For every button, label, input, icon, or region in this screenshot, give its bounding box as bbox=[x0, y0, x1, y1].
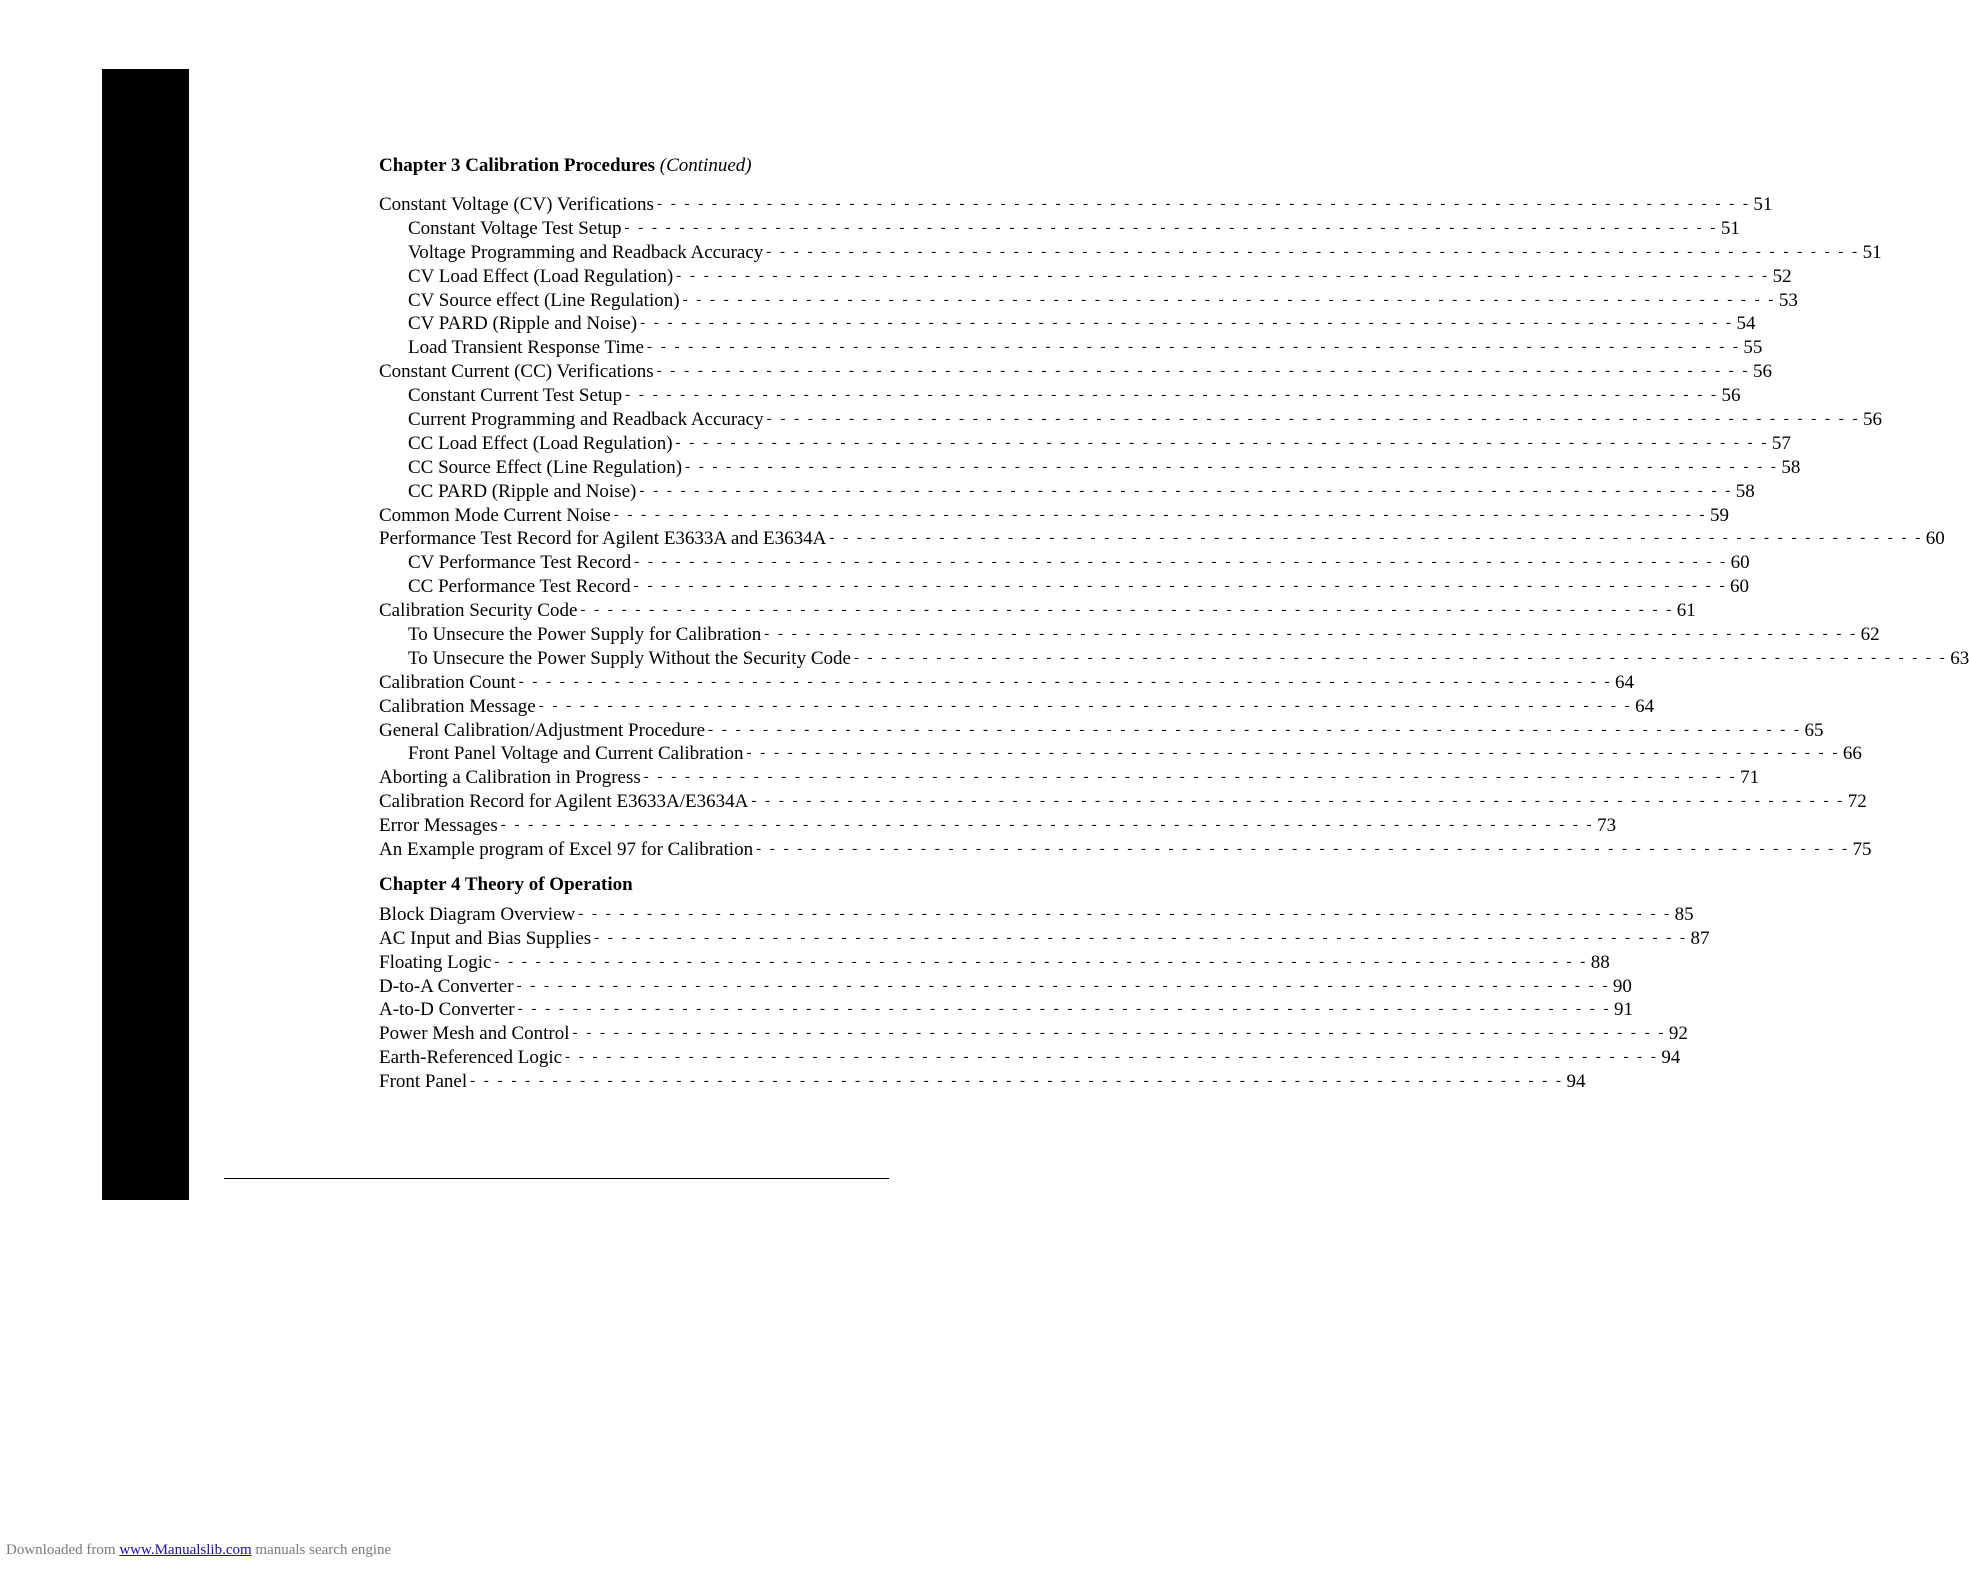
toc-entry-title: CV Source effect (Line Regulation) bbox=[408, 289, 680, 311]
toc-entry[interactable] bbox=[379, 927, 1710, 951]
toc-entry-page: 51 bbox=[1862, 241, 1882, 263]
toc-entry-page: 58 bbox=[1735, 480, 1755, 502]
toc-entry[interactable] bbox=[379, 241, 1882, 265]
dot-leader: - - - - - - - - - - - - - - - - - - - - - - - - - - - - - - - - - - - - - - - - - - - - - - - - - - - - - - - - - - - - - - - - - - - - - - - - - - - - - - - - bbox=[516, 977, 1610, 994]
dot-leader: - - - - - - - - - - - - - - - - - - - - - - - - - - - - - - - - - - - - - - - - - - - - - - - - - - - - - - - - - - - - - - - - - - - - - - - - - - - - - - - - bbox=[594, 929, 1688, 946]
toc-entry-title: To Unsecure the Power Supply for Calibration bbox=[408, 624, 762, 646]
dot-leader: - - - - - - - - - - - - - - - - - - - - - - - - - - - - - - - - - - - - - - - - - - - - - - - - - - - - - - - - - - - - - - - - - - - - - - - - - - - - - - - - bbox=[578, 905, 1672, 922]
chapter-3-entries bbox=[379, 193, 1969, 862]
toc-entry-title: Voltage Programming and Readback Accuracy bbox=[408, 241, 764, 263]
toc-entry-title: CV PARD (Ripple and Noise) bbox=[408, 313, 638, 335]
toc-entry[interactable] bbox=[379, 575, 1749, 599]
toc-entry-title: Calibration Record for Agilent E3633A/E3634A bbox=[379, 791, 749, 813]
toc-entry-title: Front Panel Voltage and Current Calibration bbox=[408, 743, 744, 765]
dot-leader: - - - - - - - - - - - - - - - - - - - - - - - - - - - - - - - - - - - - - - - - - - - - - - - - - - - - - - - - - - - - - - - - - - - - - - - - - - - - - - - - bbox=[625, 387, 1719, 404]
toc-entry-page: 60 bbox=[1925, 528, 1945, 550]
toc-entry-title: Floating Logic bbox=[379, 951, 492, 973]
toc-entry-page: 72 bbox=[1847, 791, 1867, 813]
toc-entry[interactable] bbox=[379, 504, 1730, 528]
toc-entry[interactable] bbox=[379, 193, 1773, 217]
toc-entry-page: 60 bbox=[1730, 552, 1750, 574]
dot-leader: - - - - - - - - - - - - - - - - - - - - - - - - - - - - - - - - - - - - - - - - - - - - - - - - - - - - - - - - - - - - - - - - - - - - - - - - - - - - - - - - bbox=[640, 315, 1734, 332]
toc-entry-page: 64 bbox=[1615, 671, 1635, 693]
toc-entry[interactable] bbox=[379, 903, 1694, 927]
dot-leader: - - - - - - - - - - - - - - - - - - - - - - - - - - - - - - - - - - - - - - - - - - - - - - - - - - - - - - - - - - - - - - - - - - - - - - - - - - - - - - - - bbox=[829, 530, 1923, 547]
toc-entry[interactable] bbox=[379, 312, 1756, 336]
toc-entry-page: 71 bbox=[1740, 767, 1760, 789]
toc-entry-title: Aborting a Calibration in Progress bbox=[379, 767, 641, 789]
toc-entry-page: 73 bbox=[1597, 815, 1617, 837]
dot-leader: - - - - - - - - - - - - - - - - - - - - - - - - - - - - - - - - - - - - - - - - - - - - - - - - - - - - - - - - - - - - - - - - - - - - - - - - - - - - - - - - bbox=[639, 482, 1733, 499]
toc-entry-page: 85 bbox=[1674, 903, 1694, 925]
toc-entry[interactable] bbox=[379, 719, 1824, 743]
toc-entry-title: AC Input and Bias Supplies bbox=[379, 927, 592, 949]
toc-entry[interactable] bbox=[379, 623, 1880, 647]
dot-leader: - - - - - - - - - - - - - - - - - - - - - - - - - - - - - - - - - - - - - - - - - - - - - - - - - - - - - - - - - - - - - - - - - - - - - - - - - - - - - - - - bbox=[494, 953, 1588, 970]
toc-entry-title: Load Transient Response Time bbox=[408, 337, 644, 359]
toc-entry-title: Block Diagram Overview bbox=[379, 903, 576, 925]
toc-entry-page: 87 bbox=[1690, 927, 1710, 949]
toc-entry[interactable] bbox=[379, 384, 1741, 408]
toc-entry-page: 56 bbox=[1752, 361, 1772, 383]
toc-entry-title: CC PARD (Ripple and Noise) bbox=[408, 480, 637, 502]
toc-entry[interactable] bbox=[379, 551, 1750, 575]
dot-leader: - - - - - - - - - - - - - - - - - - - - - - - - - - - - - - - - - - - - - - - - - - - - - - - - - - - - - - - - - - - - - - - - - - - - - - - - - - - - - - - - bbox=[751, 793, 1845, 810]
toc-entry-title: Current Programming and Readback Accuracy bbox=[408, 409, 764, 430]
footer-rule bbox=[224, 1178, 889, 1179]
toc-entry-page: 56 bbox=[1862, 409, 1882, 430]
toc-entry-title: Constant Voltage (CV) Verifications bbox=[379, 193, 654, 215]
toc-entry-title: To Unsecure the Power Supply Without the Security Code bbox=[408, 647, 851, 669]
toc-entry-page: 63 bbox=[1950, 647, 1969, 669]
toc-entry-title: CC Performance Test Record bbox=[408, 576, 631, 598]
footer-prefix: Downloaded from bbox=[6, 1542, 116, 1558]
manualslib-link[interactable]: www.Manualslib.com bbox=[119, 1542, 252, 1558]
toc-entry-title: Constant Current Test Setup bbox=[408, 385, 623, 407]
toc-entry[interactable] bbox=[379, 456, 1801, 480]
toc-entry-page: 62 bbox=[1860, 624, 1880, 646]
dot-leader: - - - - - - - - - - - - - - - - - - - - - - - - - - - - - - - - - - - - - - - - - - - - - - - - - - - - - - - - - - - - - - - - - - - - - - - - - - - - - - - - bbox=[682, 291, 1776, 308]
toc-entry-page: 94 bbox=[1661, 1047, 1681, 1069]
dot-leader: - - - - - - - - - - - - - - - - - - - - - - - - - - - - - - - - - - - - - - - - - - - - - - - - - - - - - - - - - - - - - - - - - - - - - - - - - - - - - - - - bbox=[708, 721, 1802, 738]
dot-leader: - - - - - - - - - - - - - - - - - - - - - - - - - - - - - - - - - - - - - - - - - - - - - - - - - - - - - - - - - - - - - - - - - - - - - - - - - - - - - - - - bbox=[565, 1049, 1659, 1066]
toc-entry[interactable] bbox=[379, 527, 1945, 551]
footer-suffix: manuals search engine bbox=[255, 1542, 392, 1558]
toc-entry[interactable] bbox=[379, 647, 1969, 671]
dot-leader: - - - - - - - - - - - - - - - - - - - - - - - - - - - - - - - - - - - - - - - - - - - - - - - - - - - - - - - - - - - - - - - - - - - - - - - - - - - - - - - - bbox=[756, 841, 1850, 858]
toc-entry[interactable] bbox=[379, 790, 1867, 814]
toc-entry-page: 54 bbox=[1736, 313, 1756, 335]
dot-leader: - - - - - - - - - - - - - - - - - - - - - - - - - - - - - - - - - - - - - - - - - - - - - - - - - - - - - - - - - - - - - - - - - - - - - - - - - - - - - - - - bbox=[613, 506, 1708, 523]
toc-entry-page: 59 bbox=[1710, 504, 1730, 526]
toc-entry-title: Common Mode Current Noise bbox=[379, 504, 611, 526]
toc-entry-page: 58 bbox=[1781, 456, 1801, 478]
toc-entry[interactable] bbox=[379, 999, 1633, 1023]
toc-entry-title: Power Mesh and Control bbox=[379, 1023, 570, 1045]
toc-entry[interactable] bbox=[379, 289, 1798, 313]
toc-entry-title: CC Load Effect (Load Regulation) bbox=[408, 432, 673, 454]
table-of-contents bbox=[379, 152, 1969, 1094]
toc-entry[interactable] bbox=[379, 814, 1617, 838]
dot-leader: - - - - - - - - - - - - - - - - - - - - - - - - - - - - - - - - - - - - - - - - - - - - - - - - - - - - - - - - - - - - - - - - - - - - - - - - - - - - - - - - bbox=[676, 267, 1770, 284]
toc-entry-title: Calibration Security Code bbox=[379, 600, 578, 622]
toc-entry[interactable] bbox=[379, 1046, 1681, 1070]
dot-leader: - - - - - - - - - - - - - - - - - - - - - - - - - - - - - - - - - - - - - - - - - - - - - - - - - - - - - - - - - - - - - - - - - - - - - - - - - - - - - - - - bbox=[643, 769, 1738, 786]
toc-entry-page: 90 bbox=[1612, 975, 1632, 997]
dot-leader: - - - - - - - - - - - - - - - - - - - - - - - - - - - - - - - - - - - - - - - - - - - - - - - - - - - - - - - - - - - - - - - - - - - - - - - - - - - - - - - - bbox=[500, 817, 1595, 834]
toc-entry[interactable] bbox=[379, 408, 1882, 432]
dot-leader: - - - - - - - - - - - - - - - - - - - - - - - - - - - - - - - - - - - - - - - - - - - - - - - - - - - - - - - - - - - - - - - - - - - - - - - - - - - - - - - - bbox=[470, 1073, 1564, 1090]
toc-entry-page: 64 bbox=[1635, 695, 1655, 717]
dot-leader: - - - - - - - - - - - - - - - - - - - - - - - - - - - - - - - - - - - - - - - - - - - - - - - - - - - - - - - - - - - - - - - - - - - - - - - - - - - - - - - - bbox=[572, 1025, 1666, 1042]
toc-entry-page: 51 bbox=[1753, 193, 1773, 215]
dot-leader: - - - - - - - - - - - - - - - - - - - - - - - - - - - - - - - - - - - - - - - - - - - - - - - - - - - - - - - - - - - - - - - - - - - - - - - - - - - - - - - - bbox=[646, 339, 1741, 356]
toc-entry[interactable] bbox=[379, 975, 1632, 999]
toc-entry[interactable] bbox=[379, 432, 1791, 456]
toc-entry[interactable] bbox=[379, 766, 1760, 790]
dot-leader: - - - - - - - - - - - - - - - - - - - - - - - - - - - - - - - - - - - - - - - - - - - - - - - - - - - - - - - - - - - - - - - - - - - - - - - - - - - - - - - - bbox=[633, 578, 1727, 595]
toc-entry-page: 92 bbox=[1668, 1023, 1688, 1045]
toc-entry[interactable] bbox=[379, 336, 1763, 360]
toc-entry[interactable] bbox=[379, 1022, 1688, 1046]
toc-entry-page: 66 bbox=[1842, 743, 1862, 765]
toc-entry-page: 57 bbox=[1771, 432, 1791, 454]
toc-entry[interactable] bbox=[379, 695, 1655, 719]
chapter-3-heading bbox=[379, 152, 950, 180]
toc-entry-page: 53 bbox=[1778, 289, 1798, 311]
toc-entry-title: CC Source Effect (Line Regulation) bbox=[408, 456, 683, 478]
dot-leader: - - - - - - - - - - - - - - - - - - - - - - - - - - - - - - - - - - - - - - - - - - - - - - - - - - - - - - - - - - - - - - - - - - - - - - - - - - - - - - - - bbox=[675, 434, 1769, 451]
toc-entry-page: 88 bbox=[1590, 951, 1610, 973]
toc-entry-title: Constant Voltage Test Setup bbox=[408, 217, 622, 239]
toc-entry-page: 75 bbox=[1852, 839, 1872, 861]
toc-entry-title: A-to-D Converter bbox=[379, 999, 515, 1021]
toc-entry[interactable] bbox=[379, 1070, 1586, 1094]
toc-entry[interactable] bbox=[379, 217, 1740, 241]
toc-entry-title: Earth-Referenced Logic bbox=[379, 1047, 563, 1069]
chapter-4-heading: Chapter 4 Theory of Operation bbox=[379, 873, 633, 895]
toc-entry[interactable] bbox=[379, 951, 1610, 975]
toc-entry-title: An Example program of Excel 97 for Calibration bbox=[379, 839, 754, 861]
toc-entry-title: D-to-A Converter bbox=[379, 975, 514, 997]
toc-entry-title: CV Performance Test Record bbox=[408, 552, 632, 574]
chapter-side-tab bbox=[102, 69, 189, 1200]
dot-leader: - - - - - - - - - - - - - - - - - - - - - - - - - - - - - - - - - - - - - - - - - - - - - - - - - - - - - - - - - - - - - - - - - - - - - - - - - - - - - - - - bbox=[517, 1001, 1611, 1018]
chapter-4-entries bbox=[379, 903, 1710, 1094]
toc-entry-page: 91 bbox=[1613, 999, 1633, 1021]
toc-entry[interactable] bbox=[379, 265, 1792, 289]
dot-leader: - - - - - - - - - - - - - - - - - - - - - - - - - - - - - - - - - - - - - - - - - - - - - - - - - - - - - - - - - - - - - - - - - - - - - - - - - - - - - - - - bbox=[853, 649, 1948, 666]
chapter-3-title: Chapter 3 Calibration Procedures bbox=[379, 155, 656, 176]
dot-leader: - - - - - - - - - - - - - - - - - - - - - - - - - - - - - - - - - - - - - - - - - - - - - - - - - - - - - - - - - - - - - - - - - - - - - - - - - - - - - - - - bbox=[766, 243, 1860, 260]
toc-entry-title: CV Load Effect (Load Regulation) bbox=[408, 265, 674, 287]
download-footer bbox=[6, 1542, 391, 1559]
dot-leader: - - - - - - - - - - - - - - - - - - - - - - - - - - - - - - - - - - - - - - - - - - - - - - - - - - - - - - - - - - - - - - - - - - - - - - - - - - - - - - - - bbox=[518, 673, 1613, 690]
toc-entry[interactable] bbox=[379, 360, 1772, 384]
toc-entry-title: Front Panel bbox=[379, 1071, 468, 1093]
dot-leader: - - - - - - - - - - - - - - - - - - - - - - - - - - - - - - - - - - - - - - - - - - - - - - - - - - - - - - - - - - - - - - - - - - - - - - - - - - - - - - - - bbox=[766, 411, 1860, 427]
dot-leader: - - - - - - - - - - - - - - - - - - - - - - - - - - - - - - - - - - - - - - - - - - - - - - - - - - - - - - - - - - - - - - - - - - - - - - - - - - - - - - - - bbox=[634, 554, 1728, 571]
toc-entry-page: 56 bbox=[1721, 385, 1741, 407]
dot-leader: - - - - - - - - - - - - - - - - - - - - - - - - - - - - - - - - - - - - - - - - - - - - - - - - - - - - - - - - - - - - - - - - - - - - - - - - - - - - - - - - bbox=[656, 363, 1750, 380]
dot-leader: - - - - - - - - - - - - - - - - - - - - - - - - - - - - - - - - - - - - - - - - - - - - - - - - - - - - - - - - - - - - - - - - - - - - - - - - - - - - - - - - bbox=[685, 458, 1779, 475]
continued-label: (Continued) bbox=[659, 155, 752, 176]
toc-entry-title: Performance Test Record for Agilent E3633A and E3634A bbox=[379, 528, 827, 550]
toc-entry[interactable] bbox=[379, 838, 1872, 862]
toc-entry-page: 94 bbox=[1566, 1071, 1586, 1093]
toc-entry-page: 60 bbox=[1729, 576, 1749, 598]
toc-entry-page: 55 bbox=[1743, 337, 1763, 359]
toc-entry[interactable] bbox=[379, 599, 1696, 623]
toc-entry[interactable] bbox=[379, 480, 1755, 504]
toc-entry-page: 61 bbox=[1676, 600, 1696, 622]
toc-entry-title: Calibration Count bbox=[379, 671, 516, 693]
toc-entry-page: 52 bbox=[1772, 265, 1792, 287]
toc-entry-title: Calibration Message bbox=[379, 695, 536, 717]
toc-entry-page: 51 bbox=[1720, 217, 1740, 239]
dot-leader: - - - - - - - - - - - - - - - - - - - - - - - - - - - - - - - - - - - - - - - - - - - - - - - - - - - - - - - - - - - - - - - - - - - - - - - - - - - - - - - - bbox=[624, 219, 1718, 236]
dot-leader: - - - - - - - - - - - - - - - - - - - - - - - - - - - - - - - - - - - - - - - - - - - - - - - - - - - - - - - - - - - - - - - - - - - - - - - - - - - - - - - - bbox=[746, 745, 1840, 762]
dot-leader: - - - - - - - - - - - - - - - - - - - - - - - - - - - - - - - - - - - - - - - - - - - - - - - - - - - - - - - - - - - - - - - - - - - - - - - - - - - - - - - - bbox=[764, 626, 1858, 643]
dot-leader: - - - - - - - - - - - - - - - - - - - - - - - - - - - - - - - - - - - - - - - - - - - - - - - - - - - - - - - - - - - - - - - - - - - - - - - - - - - - - - - - bbox=[656, 195, 1751, 212]
dot-leader: - - - - - - - - - - - - - - - - - - - - - - - - - - - - - - - - - - - - - - - - - - - - - - - - - - - - - - - - - - - - - - - - - - - - - - - - - - - - - - - - bbox=[538, 697, 1633, 714]
toc-entry-page: 65 bbox=[1804, 719, 1824, 741]
toc-entry[interactable] bbox=[379, 671, 1635, 695]
toc-entry-title: Error Messages bbox=[379, 815, 498, 837]
toc-entry[interactable] bbox=[379, 742, 1862, 766]
toc-entry-title: General Calibration/Adjustment Procedure bbox=[379, 719, 706, 741]
toc-entry-title: Constant Current (CC) Verifications bbox=[379, 361, 654, 383]
dot-leader: - - - - - - - - - - - - - - - - - - - - - - - - - - - - - - - - - - - - - - - - - - - - - - - - - - - - - - - - - - - - - - - - - - - - - - - - - - - - - - - - bbox=[580, 602, 1674, 619]
